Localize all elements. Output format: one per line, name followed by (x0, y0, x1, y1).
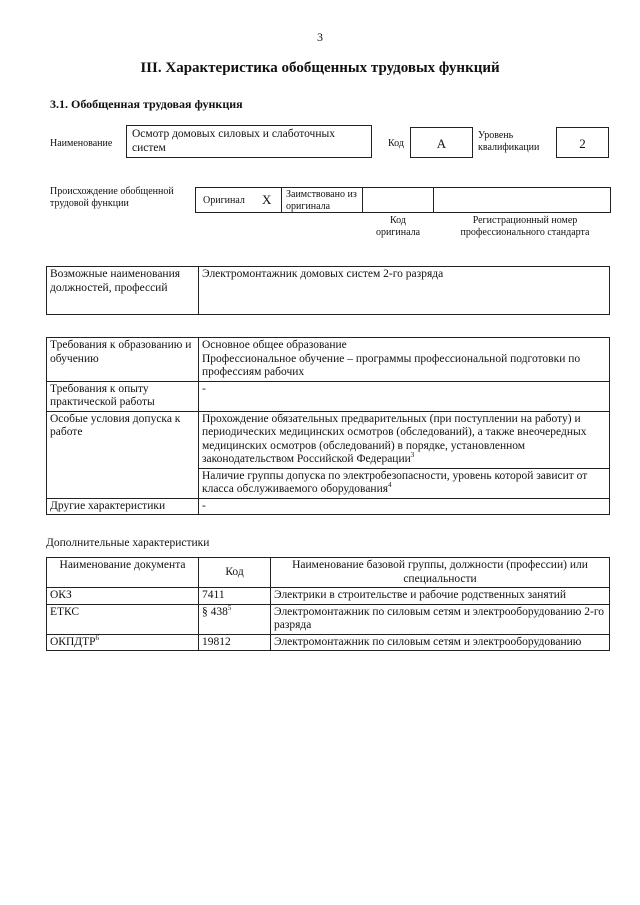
conditions-text-2: Наличие группы допуска по электробезопасности, уровень которой зависит от класса обслуживаемого оборудования (202, 469, 588, 495)
code-label: Код (388, 138, 404, 149)
original-cell (195, 187, 282, 213)
table-row (47, 634, 610, 651)
reg-number-label: Регистрационный номер профессионального стандарта (460, 215, 590, 238)
table-row (47, 604, 610, 634)
requirements-table (46, 337, 610, 515)
row-doc: ЕТКС (47, 604, 199, 634)
name-value: Осмотр домовых силовых и слаботочных систем (126, 125, 372, 158)
row-code: 7411 (199, 588, 271, 605)
additional-heading: Дополнительные характеристики (46, 537, 210, 549)
origin-label: Происхождение обобщенной трудовой функции (50, 186, 174, 209)
other-value: - (199, 498, 610, 515)
other-label: Другие характеристики (47, 498, 199, 515)
original-label: Оригинал (203, 195, 245, 206)
positions-table (46, 266, 610, 315)
level-value: 2 (556, 127, 609, 158)
conditions-value-1 (199, 411, 610, 468)
function-subtitle: 3.1. Обобщенная трудовая функция (50, 97, 243, 111)
experience-label: Требования к опыту практической работы (47, 381, 199, 411)
code-value: А (410, 127, 473, 158)
additional-table (46, 557, 610, 651)
table-row (47, 588, 610, 605)
conditions-label: Особые условия допуска к работе (47, 411, 199, 498)
positions-value: Электромонтажник домовых систем 2-го разряда (199, 267, 610, 315)
code-original-label: Код оригинала (375, 215, 421, 238)
row-code: 19812 (199, 634, 271, 651)
education-value-1: Основное общее образование (202, 339, 347, 351)
page-number: 3 (317, 30, 323, 44)
row-code: § $438^5$ (199, 604, 271, 634)
borrowed-label: Заимствовано из оригинала (281, 187, 363, 213)
col-code: Код (199, 558, 271, 588)
level-label: Уровень квалификации (478, 130, 540, 153)
col-name: Наименование базовой группы, должности (профессии) или специальности (271, 558, 610, 588)
row-doc: ОКЗ (47, 588, 199, 605)
reg-number-cell (433, 187, 611, 213)
conditions-text-1: Прохождение обязательных предварительных (при поступлении на работу) и периодических медицинских осмотров (обследований), а также внеочередных медицинских осмотров (обследований) в порядке, установленном законодательством Российской Федерации (202, 412, 587, 465)
education-label: Требования к образованию и обучению (47, 338, 199, 382)
row-doc: ОКПДТР$^6$ (47, 634, 199, 651)
footnote-3: 3 (410, 451, 415, 460)
row-name: Электромонтажник по силовым сетям и электрооборудованию (271, 634, 610, 651)
section-title: III. Характеристика обобщенных трудовых функций (140, 60, 500, 76)
education-value (199, 338, 610, 382)
footnote-4: 4 (388, 481, 392, 490)
row-name: Электрики в строительстве и рабочие родственных занятий (271, 588, 610, 605)
education-value-2: Профессиональное обучение – программы профессиональной подготовки по профессиям рабочих (202, 352, 581, 378)
name-label: Наименование (50, 138, 113, 149)
experience-value: - (199, 381, 610, 411)
conditions-value-2 (199, 468, 610, 498)
col-document: Наименование документа (47, 558, 199, 588)
code-original-cell (362, 187, 434, 213)
original-mark: Х (262, 192, 272, 207)
row-name: Электромонтажник по силовым сетям и электрооборудованию 2-го разряда (271, 604, 610, 634)
positions-label: Возможные наименования должностей, профессий (47, 267, 199, 315)
